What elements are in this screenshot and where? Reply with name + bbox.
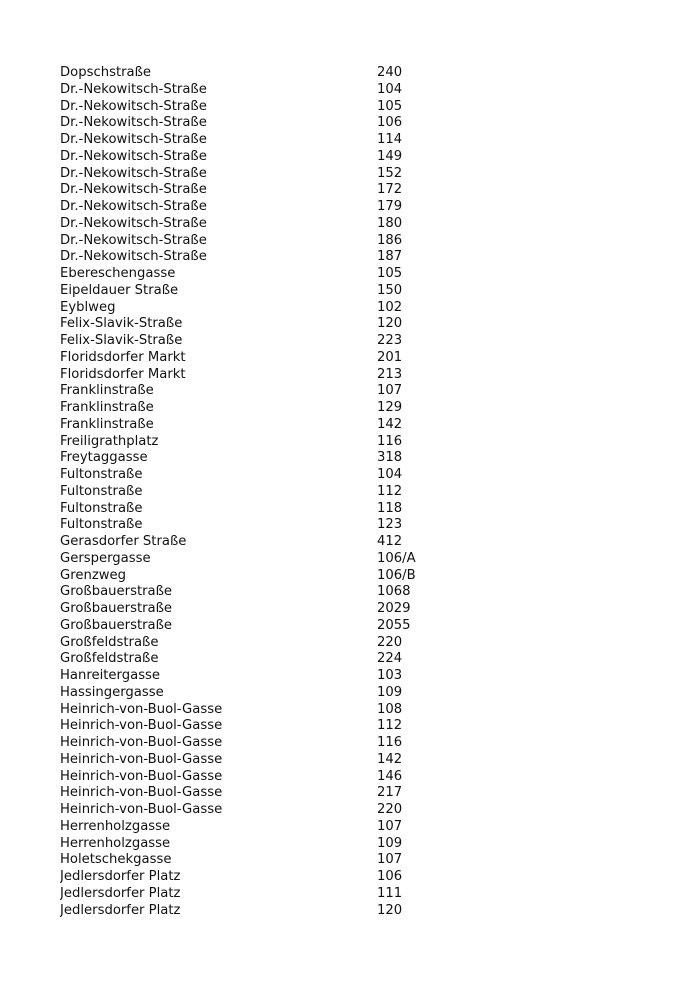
house-number: 108 [377,701,403,717]
house-number: 120 [377,902,403,918]
house-number: 2055 [377,617,411,633]
table-row [60,601,480,618]
house-number: 142 [377,751,403,767]
street-name: Heinrich-von-Buol-Gasse [60,785,223,801]
street-name: Jedlersdorfer Platz [60,902,181,918]
house-number: 223 [377,333,403,348]
house-number: 103 [377,668,403,683]
house-number: 116 [377,433,403,449]
street-name: Gerspergasse [60,550,151,566]
table-row [60,333,480,350]
house-number: 107 [377,818,403,834]
table-row [60,584,480,601]
house-number: 109 [377,835,403,851]
street-name: Fultonstraße [60,517,143,533]
house-number: 123 [377,517,403,533]
street-name: Franklinstraße [60,416,154,432]
table-row [60,869,480,886]
table-row [60,182,480,199]
house-number: 102 [377,299,403,315]
house-number: 105 [377,98,403,114]
table-row [60,216,480,233]
house-number: 114 [377,132,403,147]
table-row [60,115,480,132]
house-number: 116 [377,735,403,750]
house-number: 104 [377,81,403,97]
house-number: 120 [377,316,403,332]
street-name: Dr.-Nekowitsch-Straße [60,232,207,248]
street-name: Hanreitergasse [60,668,161,683]
street-name: Dr.-Nekowitsch-Straße [60,249,207,265]
street-name: Felix-Slavik-Straße [60,333,183,348]
table-row [60,450,480,467]
table-row [60,166,480,183]
street-name: Heinrich-von-Buol-Gasse [60,701,223,717]
house-number: 152 [377,165,403,181]
street-name: Großbauerstraße [60,601,173,616]
table-row [60,467,480,484]
table-row [60,903,480,920]
table-row [60,618,480,635]
table-row [60,65,480,82]
street-name: Floridsdorfer Markt [60,349,186,365]
street-name: Heinrich-von-Buol-Gasse [60,735,223,750]
house-number: 412 [377,534,403,549]
table-row [60,501,480,518]
house-number: 187 [377,249,403,265]
street-name: Eyblweg [60,299,116,315]
house-number: 146 [377,768,403,784]
table-row [60,836,480,853]
table-row [60,551,480,568]
street-name: Heinrich-von-Buol-Gasse [60,718,223,734]
street-name: Dr.-Nekowitsch-Straße [60,182,207,198]
street-name: Jedlersdorfer Platz [60,869,181,884]
house-number: 213 [377,366,403,382]
table-row [60,434,480,451]
table-row [60,283,480,300]
house-number: 179 [377,199,403,214]
street-name: Dr.-Nekowitsch-Straße [60,199,207,214]
table-row [60,769,480,786]
street-name: Heinrich-von-Buol-Gasse [60,751,223,767]
house-number: 118 [377,500,403,516]
house-number: 107 [377,383,403,399]
house-number: 106 [377,115,403,131]
house-number: 106/A [377,550,416,566]
house-number: 106 [377,869,403,884]
table-row [60,685,480,702]
table-row [60,350,480,367]
street-name: Dr.-Nekowitsch-Straße [60,132,207,147]
table-row [60,568,480,585]
street-name: Dr.-Nekowitsch-Straße [60,215,207,231]
house-number: 112 [377,718,403,734]
house-number: 1068 [377,584,411,600]
house-number: 106/B [377,567,416,583]
table-row [60,383,480,400]
house-number: 150 [377,282,403,298]
street-name: Hassingergasse [60,684,164,700]
house-number: 201 [377,349,403,365]
table-row [60,233,480,250]
table-row [60,852,480,869]
street-name: Floridsdorfer Markt [60,366,186,382]
street-name: Großfeldstraße [60,634,159,650]
table-row [60,651,480,668]
house-number: 2029 [377,601,411,616]
house-number: 129 [377,400,403,415]
table-row [60,668,480,685]
street-name: Jedlersdorfer Platz [60,885,181,901]
table-row [60,517,480,534]
street-name: Dr.-Nekowitsch-Straße [60,98,207,114]
street-name: Großbauerstraße [60,584,173,600]
street-name: Herrenholzgasse [60,835,171,851]
table-row [60,266,480,283]
table-row [60,417,480,434]
house-number: 217 [377,785,403,801]
house-number: 109 [377,684,403,700]
street-name: Dopschstraße [60,65,152,80]
street-name: Heinrich-von-Buol-Gasse [60,802,223,817]
table-row [60,802,480,819]
table-row [60,400,480,417]
street-name: Großfeldstraße [60,651,159,667]
house-number: 105 [377,266,403,281]
street-name: Fultonstraße [60,483,143,499]
street-name: Eipeldauer Straße [60,282,179,298]
street-name: Gerasdorfer Straße [60,534,187,549]
street-name: Großbauerstraße [60,617,173,633]
house-number: 220 [377,802,403,817]
table-row [60,534,480,551]
house-number: 111 [377,885,403,901]
table-row [60,785,480,802]
house-number: 149 [377,148,403,164]
street-name: Heinrich-von-Buol-Gasse [60,768,223,784]
table-row [60,99,480,116]
table-row [60,300,480,317]
table-row [60,635,480,652]
table-row [60,249,480,266]
street-name: Holetschekgasse [60,852,172,868]
table-row [60,886,480,903]
street-name: Dr.-Nekowitsch-Straße [60,115,207,131]
street-name: Dr.-Nekowitsch-Straße [60,148,207,164]
table-row [60,149,480,166]
street-name: Dr.-Nekowitsch-Straße [60,81,207,97]
table-row [60,82,480,99]
table-row [60,735,480,752]
house-number: 186 [377,232,403,248]
street-name: Fultonstraße [60,500,143,516]
table-row [60,367,480,384]
house-number: 224 [377,651,403,667]
street-name: Freytaggasse [60,450,148,466]
house-number: 220 [377,634,403,650]
street-name: Freiligrathplatz [60,433,159,449]
house-number: 172 [377,182,403,198]
house-number: 112 [377,483,403,499]
street-name: Dr.-Nekowitsch-Straße [60,165,207,181]
street-name: Franklinstraße [60,400,154,415]
street-name: Grenzweg [60,567,127,583]
table-row [60,199,480,216]
address-table [60,65,480,919]
table-row [60,484,480,501]
street-name: Fultonstraße [60,467,143,482]
street-name: Herrenholzgasse [60,818,171,834]
table-row [60,752,480,769]
house-number: 318 [377,450,403,466]
table-row [60,132,480,149]
house-number: 107 [377,852,403,868]
street-name: Felix-Slavik-Straße [60,316,183,332]
table-row [60,316,480,333]
street-name: Ebereschengasse [60,266,176,281]
house-number: 180 [377,215,403,231]
table-row [60,819,480,836]
table-row [60,702,480,719]
house-number: 142 [377,416,403,432]
table-row [60,718,480,735]
street-name: Franklinstraße [60,383,154,399]
house-number: 104 [377,467,403,482]
house-number: 240 [377,65,403,80]
